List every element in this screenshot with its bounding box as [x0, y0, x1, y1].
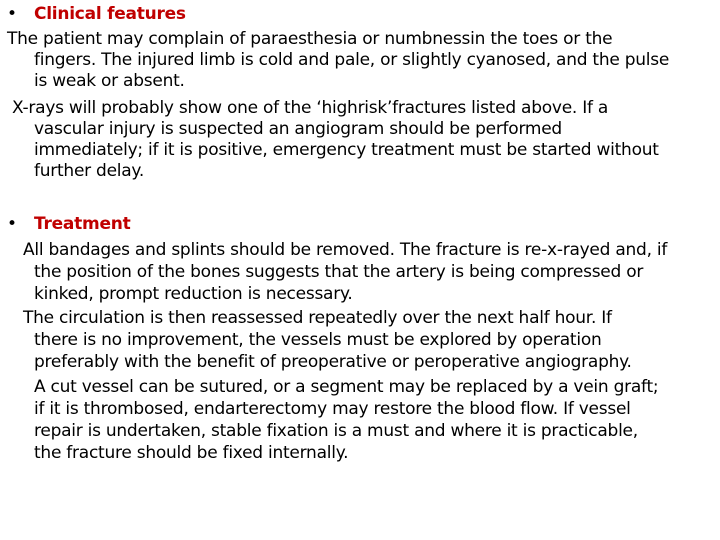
treatment-line-5: there is no improvement, the vessels must be explored by operation — [34, 330, 602, 350]
treatment-line-6: preferably with the benefit of preoperative or peroperative angiography. — [34, 352, 632, 372]
heading-clinical-features: Clinical features — [34, 4, 186, 24]
clinical-line-5: vascular injury is suspected an angiogram should be performed — [34, 119, 562, 139]
clinical-line-4: X-rays will probably show one of the ‘highrisk’fractures listed above. If a — [12, 98, 609, 118]
clinical-line-7: further delay. — [34, 161, 144, 181]
treatment-line-3: kinked, prompt reduction is necessary. — [34, 284, 353, 304]
bullet-clinical-features: • — [7, 4, 18, 24]
clinical-line-6: immediately; if it is positive, emergency treatment must be started without — [34, 140, 659, 160]
clinical-line-3: is weak or absent. — [34, 71, 185, 91]
treatment-line-7: A cut vessel can be sutured, or a segment may be replaced by a vein graft; — [34, 377, 659, 397]
clinical-line-2: fingers. The injured limb is cold and pale, or slightly cyanosed, and the pulse — [34, 50, 670, 70]
treatment-line-4: The circulation is then reassessed repeatedly over the next half hour. If — [23, 308, 612, 328]
bullet-treatment: • — [7, 214, 18, 234]
treatment-line-10: the fracture should be fixed internally. — [34, 443, 349, 463]
treatment-line-8: if it is thrombosed, endarterectomy may restore the blood flow. If vessel — [34, 399, 631, 419]
treatment-line-1: All bandages and splints should be removed. The fracture is re-x-rayed and, if — [23, 240, 668, 260]
treatment-line-9: repair is undertaken, stable fixation is a must and where it is practicable, — [34, 421, 638, 441]
heading-treatment: Treatment — [34, 214, 131, 234]
clinical-line-1: The patient may complain of paraesthesia or numbnessin the toes or the — [7, 29, 613, 49]
treatment-line-2: the position of the bones suggests that the artery is being compressed or — [34, 262, 644, 282]
